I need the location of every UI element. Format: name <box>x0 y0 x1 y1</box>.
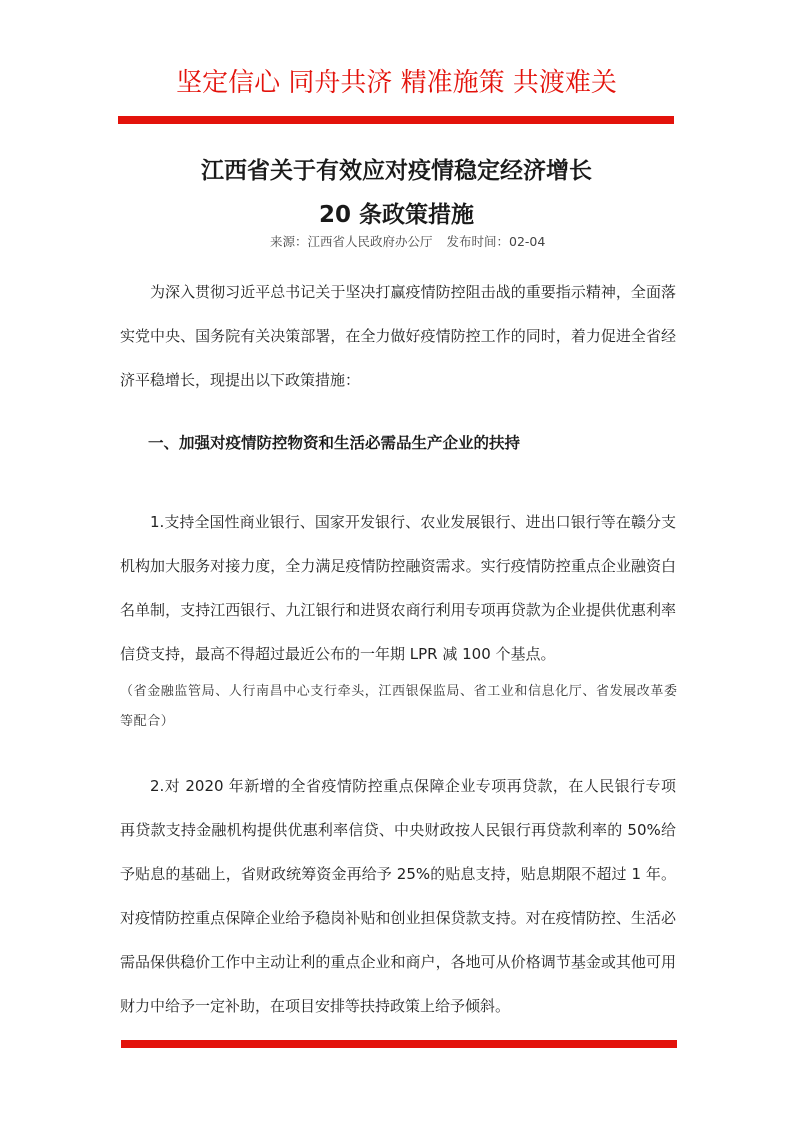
top-red-divider <box>118 116 674 124</box>
section-heading: 一、加强对疫情防控物资和生活必需品生产企业的扶持 <box>148 434 521 452</box>
bottom-red-divider <box>121 1040 677 1048</box>
item-1-paragraph <box>120 500 676 676</box>
item-2-paragraph <box>120 764 676 1028</box>
article-title-line2: 20 条政策措施 <box>318 202 474 228</box>
article-title-line1: 江西省关于有效应对疫情稳定经济增长 <box>201 158 592 184</box>
intro-paragraph <box>120 270 676 402</box>
intro-text: 为深入贯彻习近平总书记关于坚决打赢疫情防控阻击战的重要指示精神，全面落实党中央、国务院有关决策部署，在全力做好疫情防控工作的同时，着力促进全省经济平稳增长，现提出以下政策措施： <box>120 283 676 389</box>
item-2-text: 2.对 2020 年新增的全省疫情防控重点保障企业专项再贷款，在人民银行专项再贷款支持金融机构提供优惠利率信贷、中央财政按人民银行再贷款利率的 50%给予贴息的基础上，省财政统筹资金再给予 25%的贴息支持，贴息期限不超过 1 年。对疫情防控重点保障企业给予稳岗补贴和创业担保贷款支持。对在疫情防控、生活必需品保供稳价工作中主动让利的重点企业和商户，各地可从价格调节基金或其他可用财力中给予一定补助，在项目安排等扶持政策上给予倾斜。 <box>120 777 676 1015</box>
item-1-note: （省金融监管局、人行南昌中心支行牵头，江西银保监局、省工业和信息化厅、省发展改革委等配合） <box>120 684 678 729</box>
publish-time: 发布时间：02-04 <box>446 234 546 249</box>
slogan-banner: 坚定信心 同舟共济 精准施策 共渡难关 <box>176 68 617 98</box>
source-label: 来源：江西省人民政府办公厅 <box>270 234 433 249</box>
article-meta <box>270 232 545 250</box>
item-1-text: 1.支持全国性商业银行、国家开发银行、农业发展银行、进出口银行等在赣分支机构加大服务对接力度，全力满足疫情防控融资需求。实行疫情防控重点企业融资白名单制，支持江西银行、九江银行和进贤农商行利用专项再贷款为企业提供优惠利率信贷支持，最高不得超过最近公布的一年期 LPR 减 100 个基点。 <box>120 513 676 663</box>
